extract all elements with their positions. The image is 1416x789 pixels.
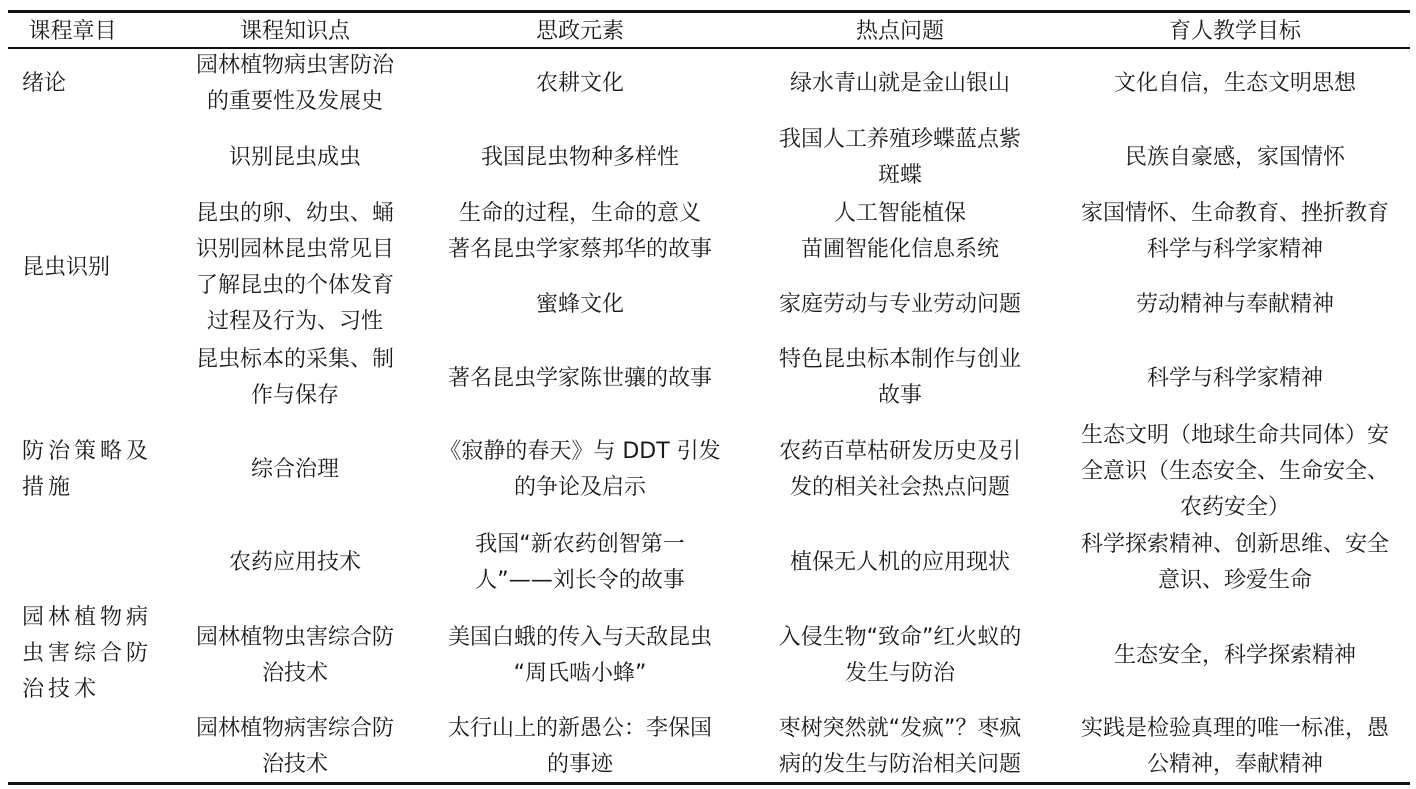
goal-cell: [1060, 287, 1410, 323]
hotspot-cell: [755, 342, 1045, 414]
ideology-cell: [430, 711, 730, 783]
chapter-cell: [22, 434, 162, 506]
cell-line: 园林植物病: [22, 605, 153, 630]
knowledge-cell: [170, 140, 420, 176]
cell-line: 生态文明（地球生命共同体）安: [1080, 423, 1389, 448]
chapter-cell: [22, 600, 162, 708]
chapter-cell: [22, 250, 162, 286]
cell-line: 农药百草枯研发历史及引: [778, 439, 1021, 464]
knowledge-cell: [170, 196, 420, 340]
cell-line: 故事: [877, 383, 922, 408]
ideology-cell: [430, 620, 730, 692]
goal-cell: [1060, 361, 1410, 397]
header-knowledge: 课程知识点: [239, 18, 350, 44]
ideology-cell: [430, 361, 730, 397]
cell-line: 民族自豪感，家国情怀: [1124, 145, 1345, 170]
ideology-cell: [430, 66, 730, 102]
goal-cell: [1060, 711, 1410, 783]
header-hotspot: 热点问题: [855, 18, 944, 44]
cell-line: 实践是检验真理的唯一标准，愚: [1080, 716, 1389, 741]
cell-line: 枣树突然就“发疯”？枣疯: [778, 716, 1022, 741]
cell-line: 劳动精神与奉献精神: [1135, 292, 1334, 317]
cell-line: 治技术: [261, 661, 328, 686]
cell-line: 蜜蜂文化: [535, 292, 624, 317]
cell-line: 科学探索精神、创新思维、安全: [1080, 532, 1389, 557]
cell-line: 治技术: [261, 752, 328, 777]
cell-line: 家国情怀、生命教育、挫折教育: [1080, 201, 1389, 226]
ideology-cell: [430, 287, 730, 323]
cell-line: 的争论及启示: [513, 475, 646, 500]
cell-line: 治技术: [22, 677, 101, 702]
goal-cell: [1060, 418, 1410, 526]
cell-line: 入侵生物“致命”红火蚁的: [778, 625, 1022, 650]
cell-line: 美国白蛾的传入与天敌昆虫: [447, 625, 712, 650]
knowledge-cell: [170, 620, 420, 692]
cell-line: 农药安全）: [1179, 495, 1290, 520]
cell-line: 的重要性及发展史: [206, 89, 383, 114]
cell-line: 病的发生与防治相关问题: [778, 752, 1021, 777]
knowledge-cell: [170, 711, 420, 783]
goal-cell: [1060, 527, 1410, 599]
cell-line: 昆虫的卵、幼虫、蛹: [195, 201, 394, 226]
cell-line: 《寂静的春天》与 DDT 引发: [439, 439, 721, 464]
cell-line: 家庭劳动与专业劳动问题: [778, 292, 1021, 317]
hotspot-cell: [755, 66, 1045, 102]
cell-line: 昆虫标本的采集、制: [195, 347, 394, 372]
hotspot-cell: [755, 545, 1045, 581]
knowledge-cell: [170, 342, 420, 414]
cell-line: 人工智能植保: [833, 201, 966, 226]
hotspot-cell: [755, 711, 1045, 783]
cell-line: 文化自信，生态文明思想: [1113, 71, 1356, 96]
cell-line: 措施: [22, 475, 75, 500]
cell-line: 防治策略及: [22, 439, 153, 464]
hotspot-cell: [755, 620, 1045, 692]
header-goal: 育人教学目标: [1168, 18, 1301, 44]
cell-line: 识别昆虫成虫: [228, 145, 361, 170]
cell-line: 生态安全，科学探索精神: [1113, 643, 1356, 668]
cell-line: 了解昆虫的个体发育: [195, 273, 394, 298]
goal-cell: [1060, 140, 1410, 176]
goal-cell: [1060, 638, 1410, 674]
cell-line: 综合治理: [250, 457, 339, 482]
cell-line: 全意识（生态安全、生命安全、: [1080, 459, 1389, 484]
knowledge-cell: [170, 452, 420, 488]
chapter-cell: [22, 66, 162, 102]
cell-line: 著名昆虫学家蔡邦华的故事: [447, 237, 712, 262]
hotspot-cell: [755, 196, 1045, 268]
ideology-cell: [430, 434, 730, 506]
cell-line: “周氏啮小蜂”: [513, 661, 647, 686]
goal-cell: [1060, 66, 1410, 102]
cell-line: 公精神，奉献精神: [1146, 752, 1323, 777]
cell-line: 太行山上的新愚公：李保国: [447, 716, 712, 741]
cell-line: 人”——刘长令的故事: [475, 568, 685, 593]
hotspot-cell: [755, 287, 1045, 323]
ideology-cell: [430, 140, 730, 176]
cell-line: 生命的过程，生命的意义: [458, 201, 701, 226]
cell-line: 意识、珍爱生命: [1157, 568, 1312, 593]
knowledge-cell: [170, 545, 420, 581]
goal-cell: [1060, 196, 1410, 268]
cell-line: 识别园林昆虫常见目: [195, 237, 394, 262]
cell-line: 园林植物病害综合防: [195, 716, 394, 741]
cell-line: 科学与科学家精神: [1146, 237, 1323, 262]
cell-line: 苗圃智能化信息系统: [800, 237, 999, 262]
hotspot-cell: [755, 434, 1045, 506]
hotspot-cell: [755, 122, 1045, 194]
cell-line: 我国“新农药创智第一: [475, 532, 685, 557]
cell-line: 园林植物病虫害防治: [195, 53, 394, 78]
cell-line: 绪论: [22, 71, 67, 96]
cell-line: 作与保存: [250, 383, 339, 408]
cell-line: 的事迹: [546, 752, 613, 777]
cell-line: 植保无人机的应用现状: [789, 550, 1010, 575]
cell-line: 发生与防治: [844, 661, 955, 686]
cell-line: 发的相关社会热点问题: [789, 475, 1010, 500]
header-chapter: 课程章目: [28, 18, 117, 44]
cell-line: 著名昆虫学家陈世骧的故事: [447, 366, 712, 391]
cell-line: 农耕文化: [535, 71, 624, 96]
cell-line: 科学与科学家精神: [1146, 366, 1323, 391]
cell-line: 特色昆虫标本制作与创业: [778, 347, 1021, 372]
header-ideology: 思政元素: [535, 18, 624, 44]
cell-line: 我国昆虫物种多样性: [480, 145, 679, 170]
cell-line: 我国人工养殖珍蝶蓝点紫: [778, 127, 1021, 152]
cell-line: 昆虫识别: [22, 255, 111, 280]
cell-line: 过程及行为、习性: [206, 309, 383, 334]
ideology-cell: [430, 527, 730, 599]
cell-line: 农药应用技术: [228, 550, 361, 575]
cell-line: 园林植物虫害综合防: [195, 625, 394, 650]
knowledge-cell: [170, 48, 420, 120]
cell-line: 斑蝶: [877, 163, 922, 188]
cell-line: 虫害综合防: [22, 641, 153, 666]
ideology-cell: [430, 196, 730, 268]
cell-line: 绿水青山就是金山银山: [789, 71, 1010, 96]
